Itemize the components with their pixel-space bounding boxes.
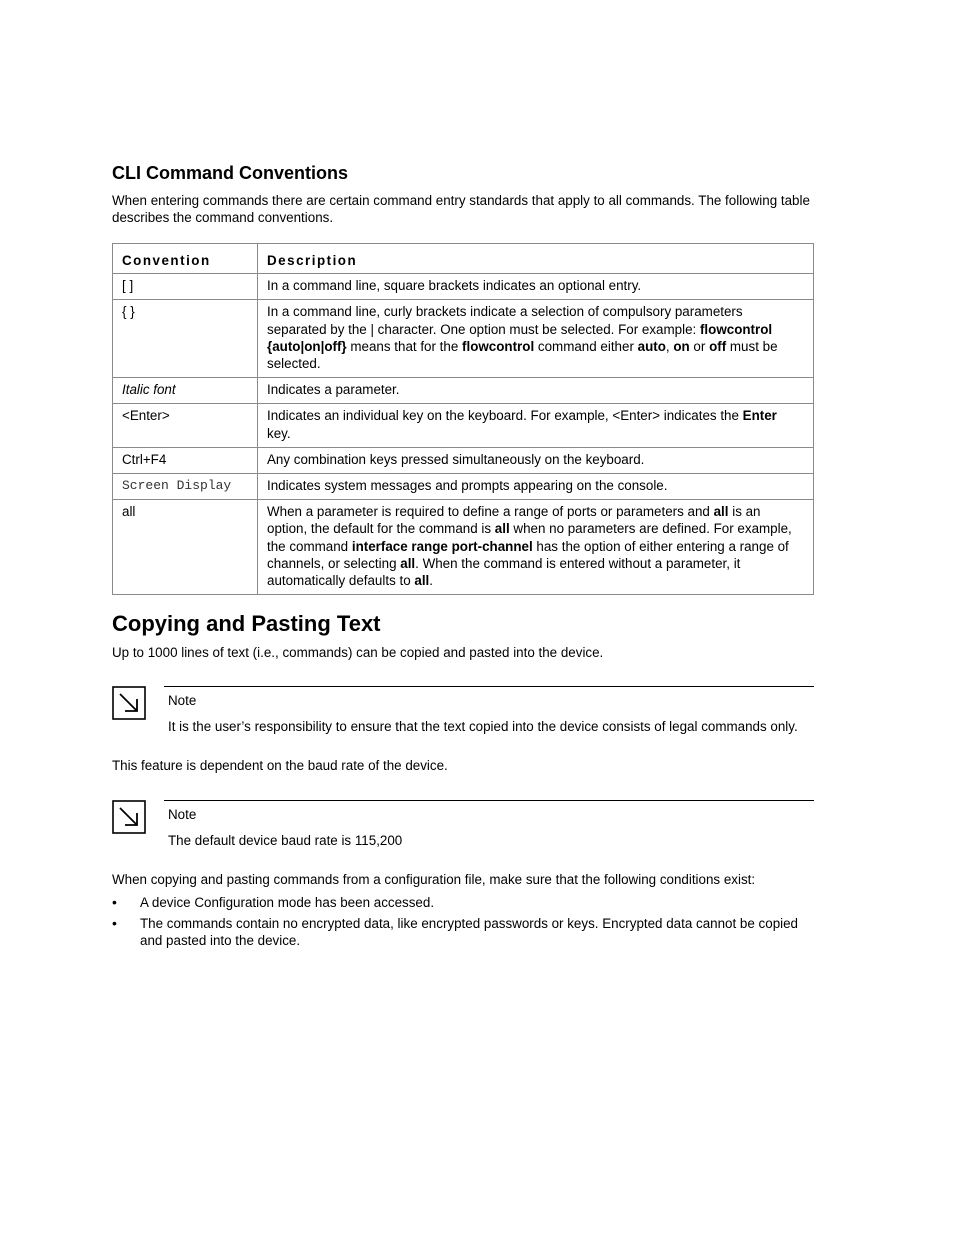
description-text: Indicates system messages and prompts appearing on the console. xyxy=(267,478,668,494)
description-bold-text: flowcontrol {auto|on|off} xyxy=(267,321,773,354)
document-page xyxy=(112,162,814,953)
convention-cell: Ctrl+F4 xyxy=(113,447,258,473)
bullet-icon: • xyxy=(112,894,117,911)
bullet-list xyxy=(112,894,814,949)
description-text: must be selected. xyxy=(267,338,778,372)
note-box xyxy=(112,686,814,748)
description-cell xyxy=(258,378,814,404)
bullet-icon: • xyxy=(112,915,117,932)
table-row xyxy=(113,447,814,473)
convention-cell: Italic font xyxy=(113,378,258,404)
note-arrow-icon xyxy=(112,800,146,834)
paragraph: This feature is dependent on the baud rate of the device. xyxy=(112,758,448,774)
description-text: . When the command is entered without a parameter, it automatically defaults to xyxy=(267,555,741,589)
description-text: In a command line, curly brackets indicate a selection of compulsory parameters separated by the | character. One option must be selected. For example: xyxy=(267,304,743,337)
note-arrow-icon xyxy=(112,686,146,720)
list-item-text: The commands contain no encrypted data, like encrypted passwords or keys. Encrypted data cannot be copied and pasted into the device. xyxy=(140,916,799,949)
description-text: or xyxy=(689,338,710,354)
section-intro: When entering commands there are certain command entry standards that apply to all commands. The following table describes the command conventions. xyxy=(112,193,810,225)
description-text: Any combination keys pressed simultaneously on the keyboard. xyxy=(267,451,645,467)
description-bold-text: off xyxy=(709,338,727,354)
description-text: is an option, the default for the command is xyxy=(267,504,761,537)
table-row xyxy=(113,474,814,500)
note-rule xyxy=(164,686,814,687)
table-row xyxy=(113,500,814,595)
description-text: In a command line, square brackets indicates an optional entry. xyxy=(267,278,642,294)
note-box xyxy=(112,800,814,862)
description-bold-text: flowcontrol xyxy=(462,338,535,354)
description-text: command either xyxy=(534,338,638,354)
description-bold-text: interface range port-channel xyxy=(351,538,533,554)
description-bold-text: auto xyxy=(637,338,666,354)
column-header-convention: Convention xyxy=(113,244,258,274)
table-row xyxy=(113,274,814,300)
note-text: It is the user’s responsibility to ensure that the text copied into the device consists of legal commands only. xyxy=(168,719,798,735)
paragraph: When copying and pasting commands from a configuration file, make sure that the following conditions exist: xyxy=(112,872,756,888)
description-text: When a parameter is required to define a range of ports or parameters and xyxy=(267,504,714,520)
description-text: means that for the xyxy=(346,338,463,354)
description-bold-text: all xyxy=(494,521,510,537)
table-row xyxy=(113,378,814,404)
list-item xyxy=(112,894,814,911)
list-item xyxy=(112,915,814,949)
description-cell xyxy=(258,404,814,447)
description-bold-text: on xyxy=(673,338,690,354)
table-header-row xyxy=(113,244,814,274)
list-item-text: A device Configuration mode has been accessed. xyxy=(140,895,435,911)
section-heading-copy-paste: Copying and Pasting Text xyxy=(112,611,381,637)
section-intro: Up to 1000 lines of text (i.e., commands) can be copied and pasted into the device. xyxy=(112,645,604,661)
description-text: Indicates a parameter. xyxy=(267,382,400,398)
note-label: Note xyxy=(168,807,197,823)
convention-cell: all xyxy=(113,500,258,595)
description-text: has the option of either entering a range of channels, or selecting xyxy=(267,538,789,571)
note-rule xyxy=(164,800,814,801)
convention-cell: Screen Display xyxy=(113,474,258,500)
note-text: The default device baud rate is 115,200 xyxy=(168,833,403,849)
description-text: key. xyxy=(267,425,291,441)
description-cell xyxy=(258,274,814,300)
description-text: Indicates an individual key on the keyboard. For example, <Enter> indicates the xyxy=(267,408,743,424)
convention-cell: { } xyxy=(113,300,258,378)
convention-cell: <Enter> xyxy=(113,404,258,447)
conventions-table-body xyxy=(113,274,814,595)
description-bold-text: all xyxy=(400,555,416,571)
description-cell xyxy=(258,500,814,595)
description-cell xyxy=(258,447,814,473)
convention-cell: [ ] xyxy=(113,274,258,300)
section-heading-cli-conventions: CLI Command Conventions xyxy=(112,163,349,183)
description-text: . xyxy=(429,573,434,589)
table-row xyxy=(113,404,814,447)
description-bold-text: Enter xyxy=(742,408,777,424)
note-label: Note xyxy=(168,693,197,709)
description-text: when no parameters are defined. For example, the command xyxy=(267,521,792,554)
description-bold-text: all xyxy=(713,504,729,520)
conventions-table xyxy=(112,243,814,595)
table-row xyxy=(113,300,814,378)
description-cell xyxy=(258,474,814,500)
description-bold-text: all xyxy=(414,573,430,589)
description-cell xyxy=(258,300,814,378)
column-header-description: Description xyxy=(258,244,814,274)
description-text: , xyxy=(665,338,674,354)
